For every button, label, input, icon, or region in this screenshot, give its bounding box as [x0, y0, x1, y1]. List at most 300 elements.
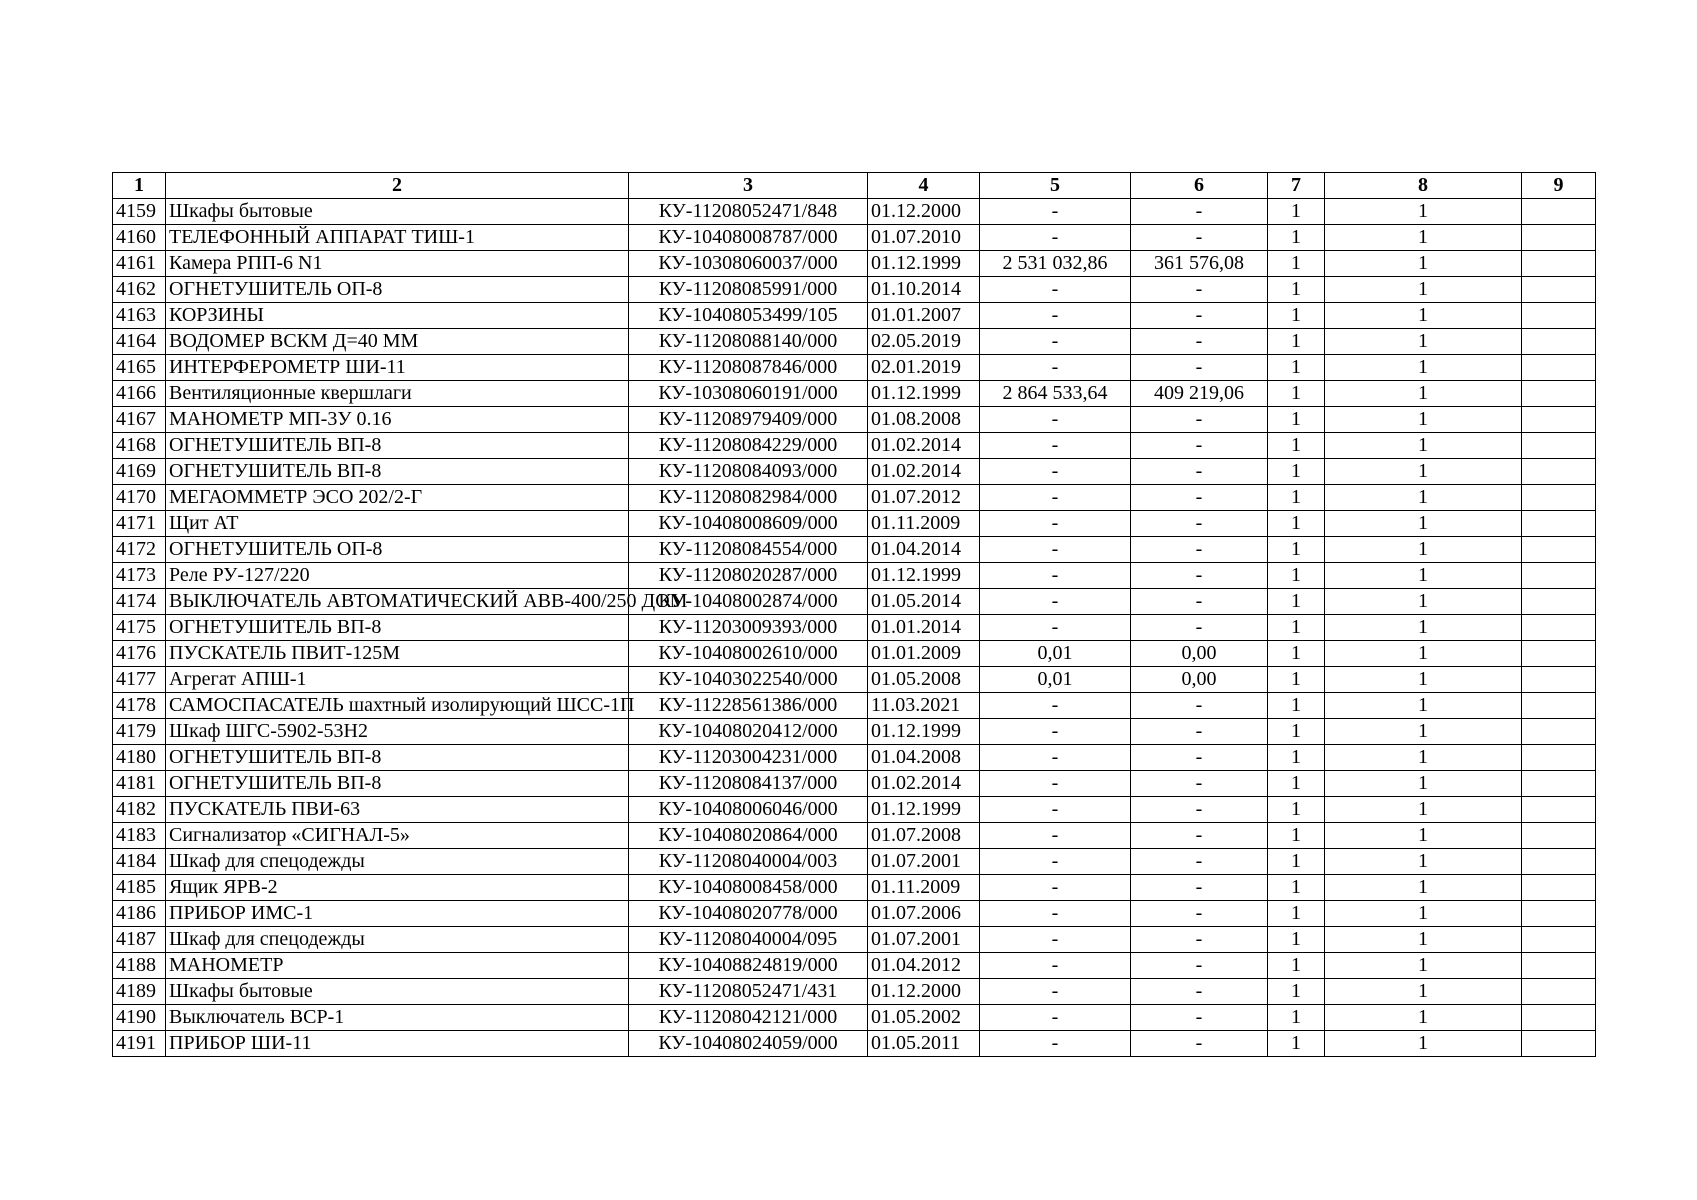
- value-col-6-cell: -: [1131, 745, 1268, 771]
- note-col-9-cell: [1522, 511, 1596, 537]
- row-number-cell: 4175: [113, 615, 166, 641]
- item-name-cell: МАНОМЕТР: [166, 953, 629, 979]
- qty-col-8-cell: 1: [1325, 979, 1522, 1005]
- qty-col-7-cell: 1: [1268, 485, 1325, 511]
- item-name-cell: Шкафы бытовые: [166, 199, 629, 225]
- qty-col-7-cell: 1: [1268, 225, 1325, 251]
- qty-col-7-cell: 1: [1268, 511, 1325, 537]
- note-col-9-cell: [1522, 329, 1596, 355]
- value-col-5-cell: -: [980, 823, 1131, 849]
- qty-col-7-cell: 1: [1268, 251, 1325, 277]
- date-cell: 01.10.2014: [868, 277, 980, 303]
- date-cell: 01.05.2002: [868, 1005, 980, 1031]
- row-number-cell: 4174: [113, 589, 166, 615]
- item-name-cell: Шкаф ШГС-5902-53Н2: [166, 719, 629, 745]
- table-row: [113, 407, 1596, 433]
- table-row: [113, 797, 1596, 823]
- note-col-9-cell: [1522, 823, 1596, 849]
- qty-col-8-cell: 1: [1325, 251, 1522, 277]
- item-name-cell: ПУСКАТЕЛЬ ПВИТ-125М: [166, 641, 629, 667]
- item-name-cell: ПРИБОР ШИ-11: [166, 1031, 629, 1057]
- qty-col-7-cell: 1: [1268, 381, 1325, 407]
- row-number-cell: 4171: [113, 511, 166, 537]
- note-col-9-cell: [1522, 303, 1596, 329]
- date-cell: 01.07.2001: [868, 849, 980, 875]
- row-number-cell: 4170: [113, 485, 166, 511]
- inventory-code-cell: КУ-10308060191/000: [629, 381, 868, 407]
- value-col-6-cell: -: [1131, 875, 1268, 901]
- row-number-cell: 4186: [113, 901, 166, 927]
- value-col-5-cell: 0,01: [980, 667, 1131, 693]
- value-col-5-cell: -: [980, 329, 1131, 355]
- header-col-4: 4: [868, 173, 980, 199]
- qty-col-7-cell: 1: [1268, 719, 1325, 745]
- value-col-5-cell: -: [980, 433, 1131, 459]
- row-number-cell: 4166: [113, 381, 166, 407]
- inventory-code-cell: КУ-10408002610/000: [629, 641, 868, 667]
- value-col-5-cell: -: [980, 1031, 1131, 1057]
- value-col-6-cell: -: [1131, 615, 1268, 641]
- inventory-code-cell: КУ-11208085991/000: [629, 277, 868, 303]
- value-col-6-cell: -: [1131, 771, 1268, 797]
- table-row: [113, 225, 1596, 251]
- table-row: [113, 771, 1596, 797]
- date-cell: 01.04.2012: [868, 953, 980, 979]
- qty-col-7-cell: 1: [1268, 277, 1325, 303]
- item-name-cell: ПРИБОР ИМС-1: [166, 901, 629, 927]
- value-col-6-cell: -: [1131, 901, 1268, 927]
- qty-col-7-cell: 1: [1268, 329, 1325, 355]
- qty-col-7-cell: 1: [1268, 979, 1325, 1005]
- inventory-code-cell: КУ-11208040004/095: [629, 927, 868, 953]
- value-col-6-cell: -: [1131, 1005, 1268, 1031]
- value-col-5-cell: -: [980, 537, 1131, 563]
- date-cell: 01.08.2008: [868, 407, 980, 433]
- item-name-cell: Шкаф для спецодежды: [166, 927, 629, 953]
- qty-col-7-cell: 1: [1268, 615, 1325, 641]
- date-cell: 01.01.2014: [868, 615, 980, 641]
- note-col-9-cell: [1522, 901, 1596, 927]
- qty-col-8-cell: 1: [1325, 667, 1522, 693]
- date-cell: 01.01.2007: [868, 303, 980, 329]
- table-row: [113, 979, 1596, 1005]
- qty-col-7-cell: 1: [1268, 1031, 1325, 1057]
- qty-col-8-cell: 1: [1325, 901, 1522, 927]
- row-number-cell: 4180: [113, 745, 166, 771]
- note-col-9-cell: [1522, 927, 1596, 953]
- row-number-cell: 4190: [113, 1005, 166, 1031]
- date-cell: 01.12.1999: [868, 381, 980, 407]
- date-cell: 01.05.2008: [868, 667, 980, 693]
- value-col-5-cell: -: [980, 407, 1131, 433]
- value-col-6-cell: -: [1131, 225, 1268, 251]
- inventory-code-cell: КУ-11208084554/000: [629, 537, 868, 563]
- value-col-5-cell: 2 531 032,86: [980, 251, 1131, 277]
- date-cell: 01.07.2012: [868, 485, 980, 511]
- inventory-code-cell: КУ-10408020778/000: [629, 901, 868, 927]
- qty-col-7-cell: 1: [1268, 537, 1325, 563]
- qty-col-7-cell: 1: [1268, 953, 1325, 979]
- value-col-5-cell: -: [980, 745, 1131, 771]
- qty-col-8-cell: 1: [1325, 1005, 1522, 1031]
- value-col-5-cell: -: [980, 563, 1131, 589]
- date-cell: 01.02.2014: [868, 459, 980, 485]
- date-cell: 01.01.2009: [868, 641, 980, 667]
- value-col-5-cell: -: [980, 277, 1131, 303]
- note-col-9-cell: [1522, 199, 1596, 225]
- qty-col-8-cell: 1: [1325, 823, 1522, 849]
- row-number-cell: 4164: [113, 329, 166, 355]
- table-row: [113, 927, 1596, 953]
- qty-col-7-cell: 1: [1268, 589, 1325, 615]
- note-col-9-cell: [1522, 225, 1596, 251]
- table-row: [113, 641, 1596, 667]
- item-name-cell: Вентиляционные квершлаги: [166, 381, 629, 407]
- note-col-9-cell: [1522, 771, 1596, 797]
- inventory-code-cell: КУ-10408008458/000: [629, 875, 868, 901]
- row-number-cell: 4168: [113, 433, 166, 459]
- inventory-code-cell: КУ-10308060037/000: [629, 251, 868, 277]
- note-col-9-cell: [1522, 251, 1596, 277]
- qty-col-8-cell: 1: [1325, 771, 1522, 797]
- row-number-cell: 4184: [113, 849, 166, 875]
- qty-col-7-cell: 1: [1268, 303, 1325, 329]
- inventory-code-cell: КУ-10408008787/000: [629, 225, 868, 251]
- table-row: [113, 329, 1596, 355]
- value-col-5-cell: -: [980, 485, 1131, 511]
- qty-col-8-cell: 1: [1325, 875, 1522, 901]
- table-row: [113, 303, 1596, 329]
- item-name-cell: КОРЗИНЫ: [166, 303, 629, 329]
- qty-col-8-cell: 1: [1325, 1031, 1522, 1057]
- qty-col-7-cell: 1: [1268, 693, 1325, 719]
- item-name-cell: Агрегат АПШ-1: [166, 667, 629, 693]
- inventory-code-cell: КУ-10408024059/000: [629, 1031, 868, 1057]
- note-col-9-cell: [1522, 459, 1596, 485]
- note-col-9-cell: [1522, 485, 1596, 511]
- value-col-6-cell: -: [1131, 199, 1268, 225]
- qty-col-7-cell: 1: [1268, 641, 1325, 667]
- value-col-5-cell: -: [980, 1005, 1131, 1031]
- header-col-8: 8: [1325, 173, 1522, 199]
- value-col-6-cell: -: [1131, 511, 1268, 537]
- row-number-cell: 4181: [113, 771, 166, 797]
- row-number-cell: 4172: [113, 537, 166, 563]
- row-number-cell: 4185: [113, 875, 166, 901]
- note-col-9-cell: [1522, 797, 1596, 823]
- value-col-5-cell: -: [980, 953, 1131, 979]
- value-col-5-cell: -: [980, 979, 1131, 1005]
- header-row: [113, 173, 1596, 199]
- value-col-6-cell: -: [1131, 459, 1268, 485]
- row-number-cell: 4178: [113, 693, 166, 719]
- value-col-6-cell: -: [1131, 849, 1268, 875]
- qty-col-7-cell: 1: [1268, 459, 1325, 485]
- value-col-5-cell: -: [980, 615, 1131, 641]
- note-col-9-cell: [1522, 693, 1596, 719]
- value-col-6-cell: -: [1131, 485, 1268, 511]
- qty-col-8-cell: 1: [1325, 355, 1522, 381]
- value-col-5-cell: -: [980, 225, 1131, 251]
- qty-col-8-cell: 1: [1325, 615, 1522, 641]
- table-row: [113, 537, 1596, 563]
- header-col-9: 9: [1522, 173, 1596, 199]
- item-name-cell: ОГНЕТУШИТЕЛЬ ВП-8: [166, 433, 629, 459]
- table-row: [113, 693, 1596, 719]
- table-row: [113, 849, 1596, 875]
- date-cell: 01.02.2014: [868, 771, 980, 797]
- header-col-6: 6: [1131, 173, 1268, 199]
- inventory-code-cell: КУ-11228561386/000: [629, 693, 868, 719]
- item-name-cell: ОГНЕТУШИТЕЛЬ ОП-8: [166, 537, 629, 563]
- qty-col-8-cell: 1: [1325, 329, 1522, 355]
- value-col-6-cell: 0,00: [1131, 667, 1268, 693]
- row-number-cell: 4159: [113, 199, 166, 225]
- table-row: [113, 615, 1596, 641]
- header-col-3: 3: [629, 173, 868, 199]
- inventory-code-cell: КУ-11208020287/000: [629, 563, 868, 589]
- inventory-code-cell: КУ-10408824819/000: [629, 953, 868, 979]
- note-col-9-cell: [1522, 719, 1596, 745]
- value-col-6-cell: -: [1131, 1031, 1268, 1057]
- qty-col-7-cell: 1: [1268, 433, 1325, 459]
- table-row: [113, 381, 1596, 407]
- date-cell: 01.12.1999: [868, 251, 980, 277]
- date-cell: 01.07.2006: [868, 901, 980, 927]
- qty-col-7-cell: 1: [1268, 407, 1325, 433]
- date-cell: 01.12.2000: [868, 199, 980, 225]
- qty-col-8-cell: 1: [1325, 797, 1522, 823]
- item-name-cell: ВОДОМЕР ВСКМ Д=40 ММ: [166, 329, 629, 355]
- date-cell: 01.02.2014: [868, 433, 980, 459]
- value-col-5-cell: -: [980, 589, 1131, 615]
- item-name-cell: МАНОМЕТР МП-3У 0.16: [166, 407, 629, 433]
- inventory-code-cell: КУ-10408053499/105: [629, 303, 868, 329]
- header-col-7: 7: [1268, 173, 1325, 199]
- item-name-cell: МЕГАОММЕТР ЭСО 202/2-Г: [166, 485, 629, 511]
- row-number-cell: 4179: [113, 719, 166, 745]
- row-number-cell: 4173: [113, 563, 166, 589]
- date-cell: 01.12.1999: [868, 563, 980, 589]
- table-row: [113, 251, 1596, 277]
- header-col-2: 2: [166, 173, 629, 199]
- value-col-5-cell: -: [980, 927, 1131, 953]
- value-col-6-cell: -: [1131, 407, 1268, 433]
- note-col-9-cell: [1522, 277, 1596, 303]
- value-col-6-cell: -: [1131, 433, 1268, 459]
- qty-col-7-cell: 1: [1268, 355, 1325, 381]
- qty-col-8-cell: 1: [1325, 433, 1522, 459]
- note-col-9-cell: [1522, 381, 1596, 407]
- table-row: [113, 1005, 1596, 1031]
- row-number-cell: 4188: [113, 953, 166, 979]
- qty-col-8-cell: 1: [1325, 459, 1522, 485]
- inventory-code-cell: КУ-11208052471/848: [629, 199, 868, 225]
- row-number-cell: 4187: [113, 927, 166, 953]
- inventory-code-cell: КУ-10408020412/000: [629, 719, 868, 745]
- date-cell: 01.07.2001: [868, 927, 980, 953]
- qty-col-8-cell: 1: [1325, 849, 1522, 875]
- note-col-9-cell: [1522, 641, 1596, 667]
- inventory-code-cell: КУ-10408020864/000: [629, 823, 868, 849]
- qty-col-8-cell: 1: [1325, 589, 1522, 615]
- inventory-code-cell: КУ-11208082984/000: [629, 485, 868, 511]
- value-col-6-cell: -: [1131, 693, 1268, 719]
- row-number-cell: 4191: [113, 1031, 166, 1057]
- date-cell: 01.07.2010: [868, 225, 980, 251]
- inventory-code-cell: КУ-10403022540/000: [629, 667, 868, 693]
- inventory-code-cell: КУ-10408006046/000: [629, 797, 868, 823]
- note-col-9-cell: [1522, 667, 1596, 693]
- qty-col-8-cell: 1: [1325, 563, 1522, 589]
- table-row: [113, 433, 1596, 459]
- qty-col-7-cell: 1: [1268, 823, 1325, 849]
- inventory-code-cell: КУ-11208052471/431: [629, 979, 868, 1005]
- note-col-9-cell: [1522, 433, 1596, 459]
- item-name-cell: Камера РПП-6 N1: [166, 251, 629, 277]
- table-row: [113, 745, 1596, 771]
- value-col-6-cell: -: [1131, 953, 1268, 979]
- row-number-cell: 4161: [113, 251, 166, 277]
- qty-col-8-cell: 1: [1325, 303, 1522, 329]
- value-col-5-cell: -: [980, 355, 1131, 381]
- row-number-cell: 4165: [113, 355, 166, 381]
- table-row: [113, 459, 1596, 485]
- table-row: [113, 563, 1596, 589]
- row-number-cell: 4169: [113, 459, 166, 485]
- inventory-code-cell: КУ-11208084093/000: [629, 459, 868, 485]
- qty-col-8-cell: 1: [1325, 719, 1522, 745]
- item-name-cell: Щит АТ: [166, 511, 629, 537]
- row-number-cell: 4160: [113, 225, 166, 251]
- item-name-cell: ОГНЕТУШИТЕЛЬ ВП-8: [166, 771, 629, 797]
- table-row: [113, 1031, 1596, 1057]
- row-number-cell: 4182: [113, 797, 166, 823]
- qty-col-8-cell: 1: [1325, 407, 1522, 433]
- note-col-9-cell: [1522, 355, 1596, 381]
- inventory-code-cell: КУ-11208084137/000: [629, 771, 868, 797]
- item-name-cell: Реле РУ-127/220: [166, 563, 629, 589]
- qty-col-8-cell: 1: [1325, 693, 1522, 719]
- date-cell: 01.07.2008: [868, 823, 980, 849]
- qty-col-7-cell: 1: [1268, 667, 1325, 693]
- value-col-5-cell: -: [980, 849, 1131, 875]
- qty-col-8-cell: 1: [1325, 953, 1522, 979]
- table-row: [113, 485, 1596, 511]
- row-number-cell: 4177: [113, 667, 166, 693]
- qty-col-7-cell: 1: [1268, 745, 1325, 771]
- item-name-cell: ОГНЕТУШИТЕЛЬ ВП-8: [166, 459, 629, 485]
- value-col-6-cell: -: [1131, 303, 1268, 329]
- table-row: [113, 875, 1596, 901]
- inventory-code-cell: КУ-10408002874/000: [629, 589, 868, 615]
- qty-col-7-cell: 1: [1268, 771, 1325, 797]
- value-col-5-cell: -: [980, 511, 1131, 537]
- item-name-cell: Шкаф для спецодежды: [166, 849, 629, 875]
- date-cell: 02.01.2019: [868, 355, 980, 381]
- value-col-6-cell: -: [1131, 329, 1268, 355]
- qty-col-8-cell: 1: [1325, 485, 1522, 511]
- inventory-code-cell: КУ-11208084229/000: [629, 433, 868, 459]
- item-name-cell: ПУСКАТЕЛЬ ПВИ-63: [166, 797, 629, 823]
- date-cell: 01.04.2014: [868, 537, 980, 563]
- note-col-9-cell: [1522, 849, 1596, 875]
- qty-col-8-cell: 1: [1325, 641, 1522, 667]
- value-col-6-cell: -: [1131, 537, 1268, 563]
- value-col-6-cell: 361 576,08: [1131, 251, 1268, 277]
- item-name-cell: Ящик ЯРВ-2: [166, 875, 629, 901]
- value-col-6-cell: -: [1131, 719, 1268, 745]
- qty-col-8-cell: 1: [1325, 225, 1522, 251]
- inventory-code-cell: КУ-11208088140/000: [629, 329, 868, 355]
- value-col-6-cell: 409 219,06: [1131, 381, 1268, 407]
- table-row: [113, 823, 1596, 849]
- table-row: [113, 901, 1596, 927]
- value-col-5-cell: 0,01: [980, 641, 1131, 667]
- table-row: [113, 589, 1596, 615]
- item-name-cell: ИНТЕРФЕРОМЕТР ШИ-11: [166, 355, 629, 381]
- value-col-5-cell: 2 864 533,64: [980, 381, 1131, 407]
- table-row: [113, 199, 1596, 225]
- note-col-9-cell: [1522, 1031, 1596, 1057]
- value-col-6-cell: -: [1131, 797, 1268, 823]
- inventory-code-cell: КУ-11208040004/003: [629, 849, 868, 875]
- date-cell: 01.12.1999: [868, 719, 980, 745]
- qty-col-7-cell: 1: [1268, 1005, 1325, 1031]
- value-col-5-cell: -: [980, 901, 1131, 927]
- value-col-6-cell: -: [1131, 563, 1268, 589]
- qty-col-8-cell: 1: [1325, 199, 1522, 225]
- qty-col-8-cell: 1: [1325, 381, 1522, 407]
- item-name-cell: Сигнализатор «СИГНАЛ-5»: [166, 823, 629, 849]
- item-name-cell: ОГНЕТУШИТЕЛЬ ОП-8: [166, 277, 629, 303]
- table-row: [113, 953, 1596, 979]
- qty-col-8-cell: 1: [1325, 277, 1522, 303]
- value-col-6-cell: 0,00: [1131, 641, 1268, 667]
- date-cell: 11.03.2021: [868, 693, 980, 719]
- asset-table: [112, 172, 1596, 1057]
- inventory-code-cell: КУ-11208042121/000: [629, 1005, 868, 1031]
- inventory-code-cell: КУ-10408008609/000: [629, 511, 868, 537]
- qty-col-7-cell: 1: [1268, 797, 1325, 823]
- row-number-cell: 4176: [113, 641, 166, 667]
- qty-col-7-cell: 1: [1268, 875, 1325, 901]
- value-col-5-cell: -: [980, 459, 1131, 485]
- date-cell: 01.04.2008: [868, 745, 980, 771]
- inventory-code-cell: КУ-11208087846/000: [629, 355, 868, 381]
- date-cell: 01.12.1999: [868, 797, 980, 823]
- item-name-cell: Выключатель ВСР-1: [166, 1005, 629, 1031]
- qty-col-7-cell: 1: [1268, 849, 1325, 875]
- date-cell: 01.11.2009: [868, 875, 980, 901]
- item-name-cell: ВЫКЛЮЧАТЕЛЬ АВТОМАТИЧЕСКИЙ АВВ-400/250 ДОМ: [166, 589, 629, 615]
- date-cell: 01.05.2011: [868, 1031, 980, 1057]
- date-cell: 01.05.2014: [868, 589, 980, 615]
- inventory-code-cell: КУ-11203004231/000: [629, 745, 868, 771]
- row-number-cell: 4189: [113, 979, 166, 1005]
- value-col-6-cell: -: [1131, 355, 1268, 381]
- note-col-9-cell: [1522, 875, 1596, 901]
- date-cell: 02.05.2019: [868, 329, 980, 355]
- value-col-5-cell: -: [980, 875, 1131, 901]
- item-name-cell: Шкафы бытовые: [166, 979, 629, 1005]
- value-col-5-cell: -: [980, 797, 1131, 823]
- table-body: [113, 199, 1596, 1057]
- table-row: [113, 355, 1596, 381]
- value-col-6-cell: -: [1131, 823, 1268, 849]
- note-col-9-cell: [1522, 953, 1596, 979]
- qty-col-8-cell: 1: [1325, 537, 1522, 563]
